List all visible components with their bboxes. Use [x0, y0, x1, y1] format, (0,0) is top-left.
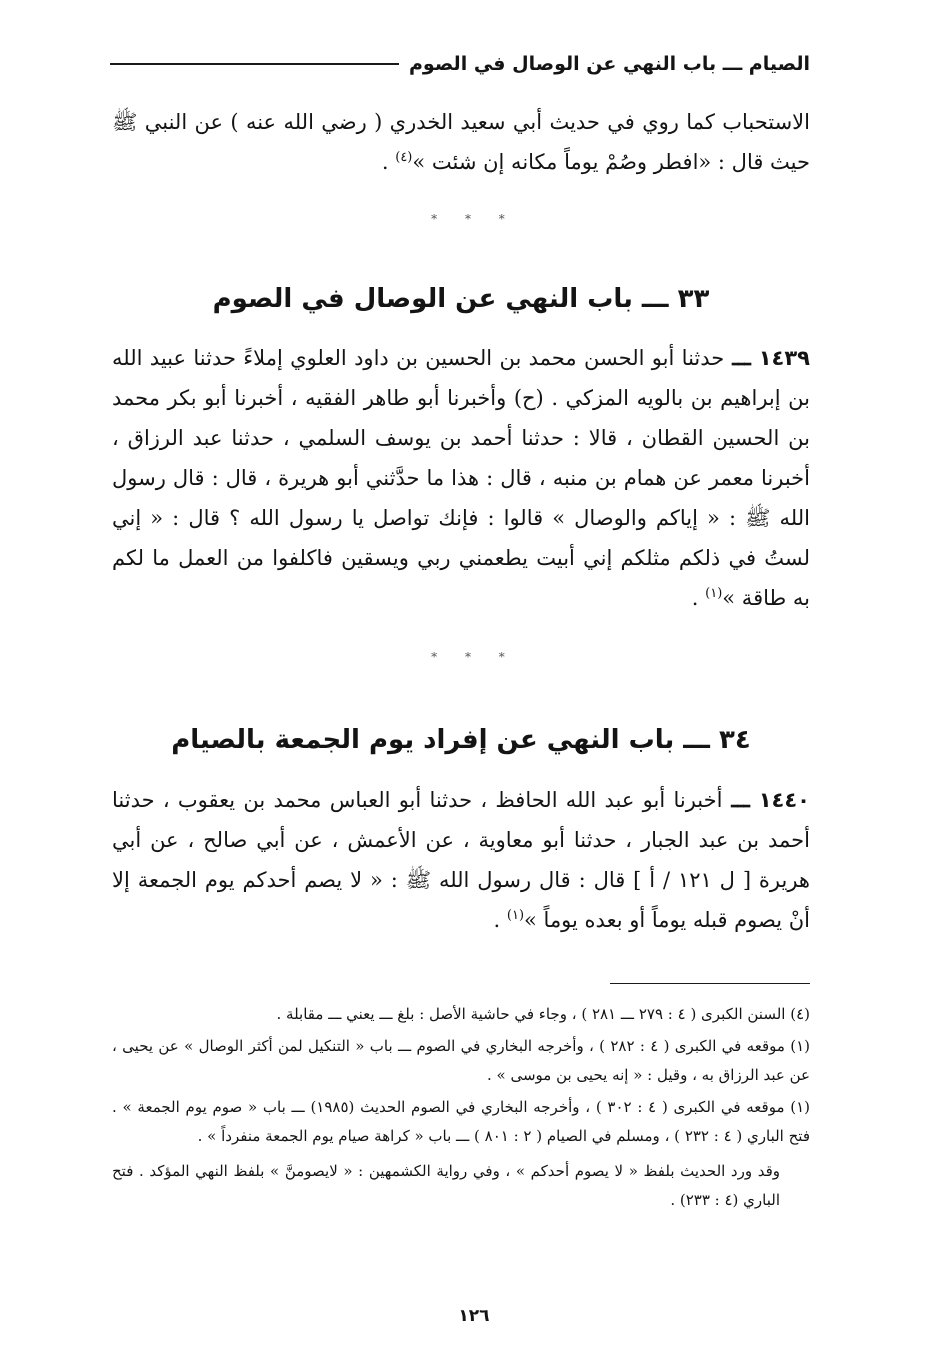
- hadith-1440-block: [112, 780, 810, 940]
- footnote-separator: [610, 983, 810, 984]
- hadith-1439: ١٤٣٩ ـــ حدثنا أبو الحسن محمد بن الحسين بن داود العلوي إملاءً حدثنا عبيد الله بن إبراهيم بن بالويه المزكي . (ح) وأخبرنا أبو طاهر الفقيه ، أخبرنا أبو بكر محمد بن الحسين القطان ، قالا : حدثنا أحمد بن يوسف السلمي ، حدثنا عبد الرزاق ، أخبرنا معمر عن همام بن منبه ، قال : هذا ما حدَّثني أبو هريرة ، قال : قال رسول الله ﷺ : « إياكم والوصال » قالوا : فإنك تواصل يا رسول الله ؟ قال : « إني لستُ في ذلكم مثلكم إني أبيت يطعمني ربي ويسقين فاكلفوا من العمل ما لكم به طاقة »$^{(١)}$ .: [112, 345, 810, 610]
- hadith-text: أخبرنا أبو عبد الله الحافظ ، حدثنا أبو العباس محمد بن يعقوب ، حدثنا أحمد بن عبد الجبار ، حدثنا أبو معاوية ، عن الأعمش ، عن أبي صالح ، عن أبي هريرة [ ل ١٢١ / أ ] قال : قال رسول الله ﷺ : « لا يصم أحدكم يوم الجمعة إلا أنْ يصوم قبله يوماً أو بعده يوماً »: [112, 788, 810, 932]
- running-head-rule: [110, 63, 399, 65]
- hadith-text: حدثنا أبو الحسن محمد بن الحسين بن داود العلوي إملاءً حدثنا عبيد الله بن إبراهيم بن بالويه المزكي . (ح) وأخبرنا أبو طاهر الفقيه ، أخبرنا أبو بكر محمد بن الحسين القطان ، قالا : حدثنا أحمد بن يوسف السلمي ، حدثنا عبد الرزاق ، أخبرنا معمر عن همام بن منبه ، قال : هذا ما حدَّثني أبو هريرة ، قال : قال رسول الله ﷺ : « إياكم والوصال » قالوا : فإنك تواصل يا رسول الله ؟ قال : « إني لستُ في ذلكم مثلكم إني أبيت يطعمني ربي ويسقين فاكلفوا من العمل ما لكم به طاقة »: [112, 346, 810, 610]
- hadith-1440: ١٤٤٠ ـــ أخبرنا أبو عبد الله الحافظ ، حدثنا أبو العباس محمد بن يعقوب ، حدثنا أحمد بن عبد الجبار ، حدثنا أبو معاوية ، عن الأعمش ، عن أبي صالح ، عن أبي هريرة [ ل ١٢١ / أ ] قال : قال رسول الله ﷺ : « لا يصم أحدكم يوم الجمعة إلا أنْ يصوم قبله يوماً أو بعده يوماً »$^{(١)}$ .: [112, 787, 810, 932]
- footnote-ref[interactable]: (١): [705, 586, 723, 601]
- hadith-number: ١٤٣٩: [758, 346, 810, 370]
- running-head: [110, 44, 810, 84]
- page-number: ١٢٦: [458, 1306, 490, 1326]
- chapter-heading-33: ٣٣ ـــ باب النهي عن الوصال في الصوم: [212, 284, 710, 314]
- footnote: (١) موقعه في الكبرى ( ٤ : ٢٨٢ ) ، وأخرجه البخاري في الصوم ـــ باب « التنكيل لمن أكثر الوصال » عن يحيى ، عن عبد الرزاق به ، وقيل : « إنه يحيى بن موسى » .: [112, 1037, 811, 1084]
- hadith-1439-block: [112, 338, 810, 618]
- footnote: (٤) السنن الكبرى ( ٤ : ٢٧٩ ـــ ٢٨١ ) ، وجاء في حاشية الأصل : بلغ ـــ يعني ـــ مقابلة .: [276, 1005, 810, 1023]
- running-head-title: الصيام ـــ باب النهي عن الوصال في الصوم: [409, 53, 810, 75]
- section-ornament: * * *: [431, 650, 517, 664]
- section-ornament: * * *: [431, 212, 517, 226]
- footnote: (١) موقعه في الكبرى ( ٤ : ٣٠٢ ) ، وأخرجه البخاري في الصوم الحديث (١٩٨٥) ـــ باب « صوم يوم الجمعة » . فتح الباري ( ٤ : ٢٣٢ ) ، ومسلم في الصيام ( ٢ : ٨٠١ ) ـــ باب « كراهة صيام يوم الجمعة منفرداً » .: [112, 1098, 810, 1145]
- intro-block: [112, 102, 810, 182]
- footnotes: [112, 1000, 810, 1218]
- footnote-ref[interactable]: (١): [506, 908, 525, 923]
- footnote-ref[interactable]: (٤): [395, 150, 413, 165]
- footnote: وقد ورد الحديث بلفظ « لا يصوم أحدكم » ، وفي رواية الكشمهين : « لايصومنَّ » بلفظ النهي المؤكد . فتح الباري (٤ : ٢٣٣) .: [112, 1162, 780, 1209]
- hadith-number: ١٤٤٠: [758, 788, 810, 812]
- chapter-heading-34: ٣٤ ـــ باب النهي عن إفراد يوم الجمعة بالصيام: [171, 725, 751, 755]
- intro-paragraph: الاستحباب كما روي في حديث أبي سعيد الخدري ( رضي الله عنه ) عن النبي ﷺ حيث قال : «افطر وصُمْ يوماً مكانه إن شئت »$^{(٤)}$ .: [112, 110, 810, 174]
